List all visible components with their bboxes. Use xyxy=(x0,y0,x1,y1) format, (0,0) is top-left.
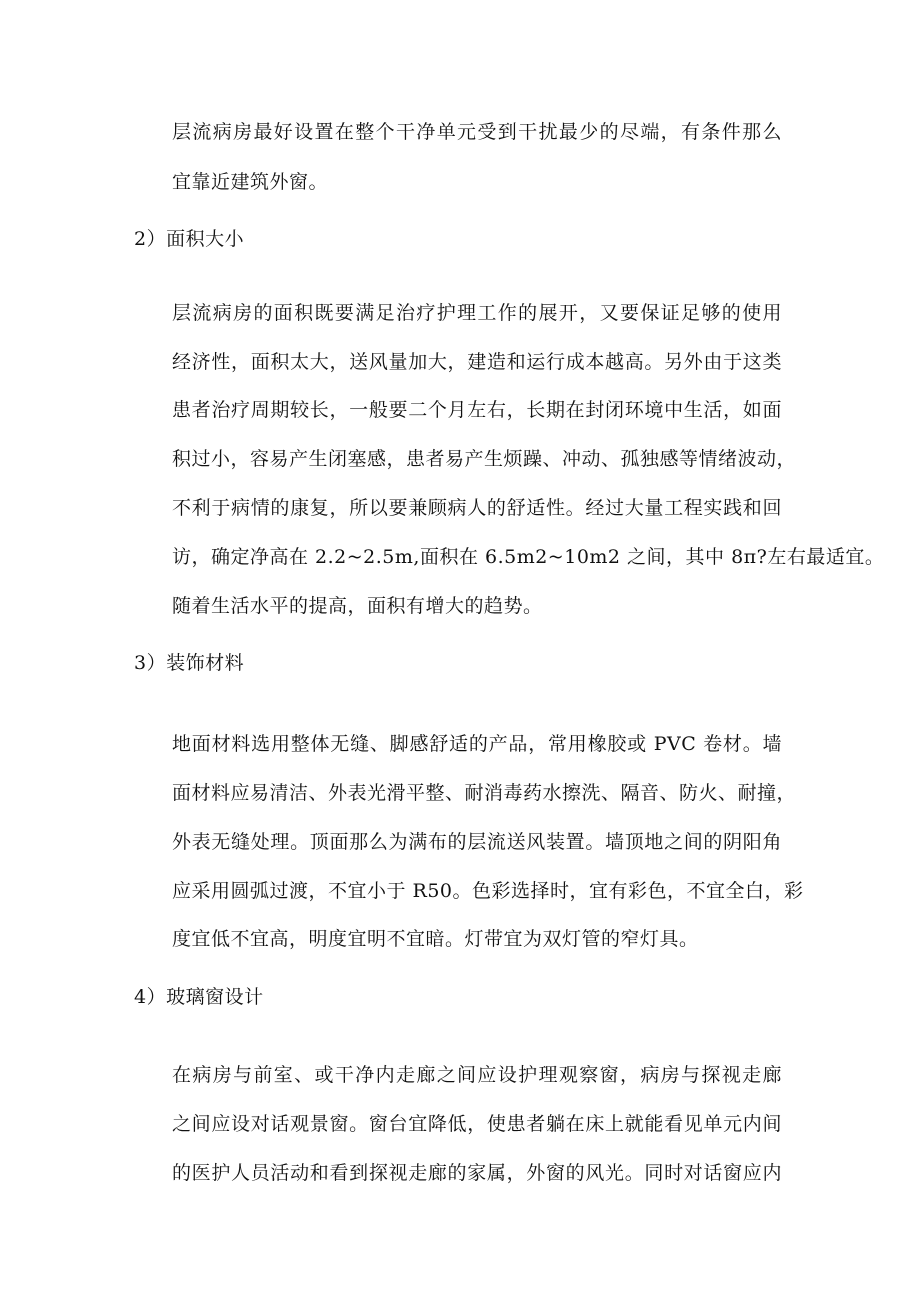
paragraph-line: 不利于病情的康复，所以要兼顾病人的舒适性。经过大量工程实践和回 xyxy=(172,497,782,519)
paragraph-line: 之间应设对话观景窗。窗台宜降低，使患者躺在床上就能看见单元内间 xyxy=(172,1113,782,1135)
paragraph-line: 患者治疗周期较长，一般要二个月左右，长期在封闭环境中生活，如面 xyxy=(172,399,782,421)
paragraph-line: 面材料应易清洁、外表光滑平整、耐消毒药水擦洗、隔音、防火、耐撞， xyxy=(172,782,797,804)
paragraph-line: 访，确定净高在 2.2~2.5m,面积在 6.5m2~10m2 之间，其中 8π?左右最适宜。 xyxy=(172,546,885,568)
section-heading: 4）玻璃窗设计 xyxy=(134,986,264,1008)
paragraph-line: 外表无缝处理。顶面那么为满布的层流送风装置。墙顶地之间的阴阳角 xyxy=(172,831,782,853)
paragraph-line: 在病房与前室、或干净内走廊之间应设护理观察窗，病房与探视走廊 xyxy=(172,1064,782,1086)
paragraph-line: 的医护人员活动和看到探视走廊的家属，外窗的风光。同时对话窗应内 xyxy=(172,1162,782,1184)
section-heading: 3）装饰材料 xyxy=(134,652,245,674)
paragraph-line: 地面材料选用整体无缝、脚感舒适的产品，常用橡胶或 PVC 卷材。墙 xyxy=(172,733,782,755)
paragraph-line: 积过小，容易产生闭塞感，患者易产生烦躁、冲动、孤独感等情绪波动， xyxy=(172,448,797,470)
paragraph-line: 度宜低不宜高，明度宜明不宜暗。灯带宜为双灯管的窄灯具。 xyxy=(172,928,699,950)
paragraph-line: 经济性，面积太大，送风量加大，建造和运行成本越高。另外由于这类 xyxy=(172,351,782,373)
paragraph-line: 层流病房最好设置在整个干净单元受到干扰最少的尽端，有条件那么 xyxy=(172,121,782,143)
paragraph-line: 随着生活水平的提高，面积有增大的趋势。 xyxy=(172,595,543,617)
paragraph-line: 宜靠近建筑外窗。 xyxy=(172,171,329,193)
paragraph-line: 层流病房的面积既要满足治疗护理工作的展开，又要保证足够的使用 xyxy=(172,302,782,324)
section-heading: 2）面积大小 xyxy=(134,228,245,250)
paragraph-line: 应采用圆弧过渡，不宜小于 R50。色彩选择时，宜有彩色，不宜全白，彩 xyxy=(172,880,804,902)
